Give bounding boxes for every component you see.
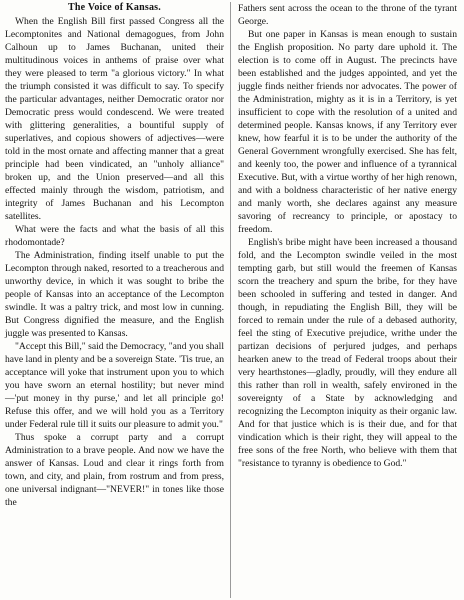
paragraph: What were the facts and what the basis of all this rhodomontade? xyxy=(5,224,224,248)
paragraph: When the English Bill first passed Congress all the Lecomptonites and National demagogues, from John Calhoun up to James Buchanan, united their multitudinous voices in anthems of praise over what they were pleased to term "a glorious victory." In what the triumph consisted it was difficult to say. To specify the particular advantages, neither Democratic orator nor Democratic press would condescend. We were treated with glittering generalities, a bountiful supply of superlatives, and copious showers of adjectives—were told in the most ornate and affecting manner that a great principle had been vindicated, an "unholy alliance" broken up, and the Union preserved—and all this effected mainly through the wisdom, patriotism, and integrity of James Buchanan and his Lecompton satellites. xyxy=(5,16,224,222)
column-divider xyxy=(230,2,231,598)
paragraph: But one paper in Kansas is mean enough to sustain the English proposition. No party dare uphold it. The election is to come off in August. The precincts have been established and the judges appointed, and yet the juggle finds neither friends nor advocates. The power of the Administration, mighty as it is in a Territory, is yet insufficient to cope with the resolution of a united and determined people. Kansas knows, if any Territory ever knew, how fearful it is to be under the authority of the General Government wrongfully exercised. She has felt, and keenly too, the power and influence of a tyrannical Executive. But, with a virtue worthy of her high renown, and with a boldness characteristic of her native energy and manly worth, she declares against any measure savoring of recreancy to principle, or apostacy to freedom. xyxy=(238,29,457,235)
paragraph: "Accept this Bill," said the Democracy, "and you shall have land in plenty and be a sovereign State. 'Tis true, an acceptance will yoke that instrument upon you to which you have sworn an eternal hostility; but never mind—'put money in thy purse,' and let all principle go! Refuse this offer, and we will hold you as a Territory under Federal rule till it suits our pleasure to admit you." xyxy=(5,341,224,430)
paragraph: English's bribe might have been increased a thousand fold, and the Lecompton swindle veiled in the most tempting garb, but still would the freemen of Kansas scorn the treachery and spurn the bribe, for they have been schooled in suffering and tested in danger. And though, in repudiating the English Bill, they will be forced to remain under the rule of a debased authority, feel the sting of Executive prejudice, writhe under the partizan decisions of perjured judges, and perhaps hearken anew to the tread of Federal troops about their very hearthstones—gladly, proudly, will they endure all this rather than roll in wealth, safely environed in the sovereignty of a State by acknowledging and recognizing the Lecompton iniquity as their organic law. And for that justice which is is their due, and for that vindication which is their right, they will appeal to the free sons of the free North, who believe with them that "resistance to tyranny is obedience to God." xyxy=(238,237,457,469)
paragraph: The Administration, finding itself unable to put the Lecompton through naked, resorted to a treacherous and unworthy device, in which it was sought to bribe the people of Kansas into an acceptance of the Lecompton swindle. It was a paltry trick, and most low in cunning. But Congress dignified the measure, and the English juggle was presented to Kansas. xyxy=(5,250,224,339)
article-title: The Voice of Kansas. xyxy=(68,2,161,13)
paragraph: Thus spoke a corrupt party and a corrupt Administration to a brave people. And now we have the answer of Kansas. Loud and clear it rings forth from town, and city, and plain, from rostrum and from press, one universal indignant—"NEVER!" in tones like those the xyxy=(5,432,224,508)
left-column xyxy=(5,2,224,509)
right-column xyxy=(238,2,457,470)
paragraph: Fathers sent across the ocean to the throne of the tyrant George. xyxy=(238,3,457,27)
